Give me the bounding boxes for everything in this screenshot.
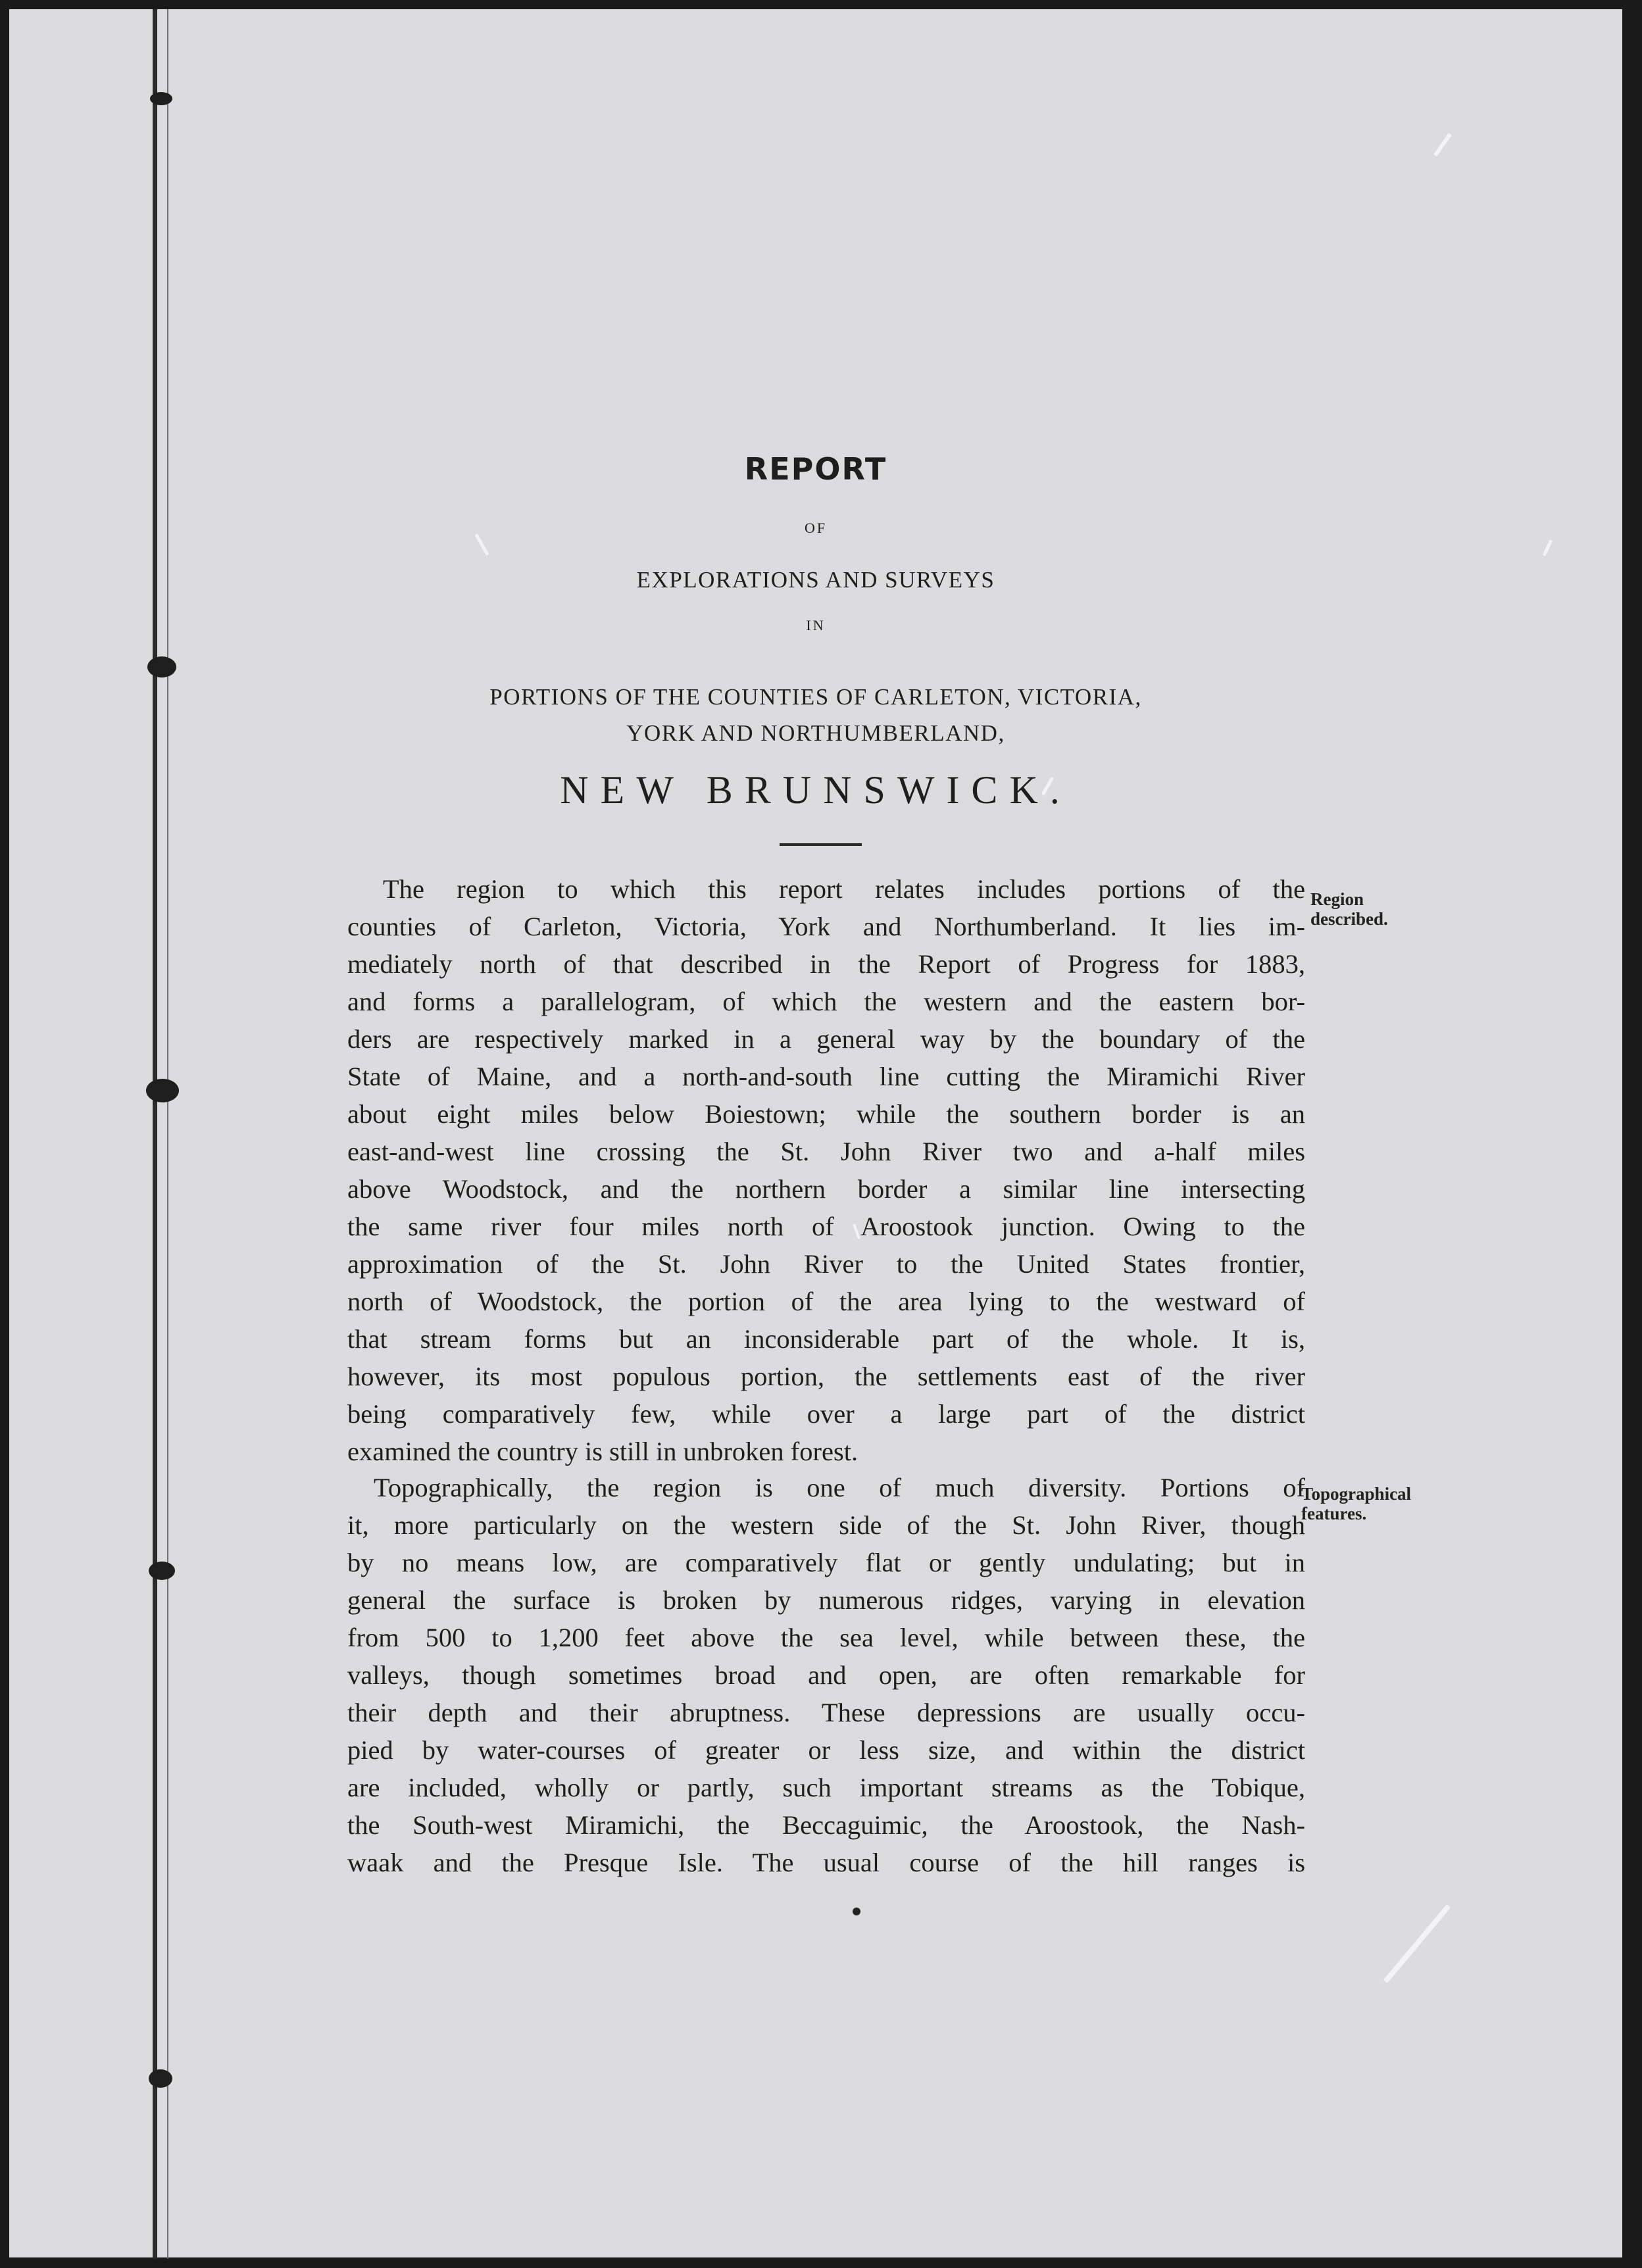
margin-note-line: Region [1310,889,1364,909]
subtitle-explorations: EXPLORATIONS AND SURVEYS [636,567,995,593]
scan-speck [474,533,489,556]
margin-note-topographical [1301,1484,1411,1523]
paragraph-line: ders are respectively marked in a general way by the boundary of the [347,1024,1305,1054]
scan-bottom-border [0,2257,1642,2268]
scan-speck [1543,539,1553,556]
margin-note-region [1310,889,1388,929]
paragraph-line: about eight miles below Boiestown; while the southern border is an [347,1099,1305,1129]
scan-right-border [1622,0,1642,2268]
scan-speck [1383,1904,1451,1983]
paragraph-line: mediately north of that described in the Report of Progress for 1883, [347,949,1305,979]
paragraph-line: counties of Carleton, Victoria, York and Northumberland. It lies im- [347,912,1305,941]
paragraph-line: from 500 to 1,200 feet above the sea level, while between these, the [347,1623,1305,1652]
scan-top-border [0,0,1642,9]
paragraph-topography [347,1469,1305,1881]
paragraph-line: however, its most populous portion, the settlements east of the river [347,1362,1305,1391]
paragraph-line: east-and-west line crossing the St. John River two and a-half miles [347,1137,1305,1166]
binding-stitch-mark [149,2069,172,2088]
title-of-word: OF [804,520,828,536]
page-footer-dot [853,1908,860,1915]
paragraph-line: by no means low, are comparatively flat or gently undulating; but in [347,1548,1305,1577]
paragraph-line: the South-west Miramichi, the Beccaguimic, the Aroostook, the Nash- [347,1810,1305,1840]
province-title: NEW BRUNSWICK. [560,768,1072,812]
paragraph-line: are included, wholly or partly, such important streams as the Tobique, [347,1773,1305,1802]
binding-stitch-mark [149,1562,175,1580]
margin-note-line: described. [1310,909,1388,929]
paragraph-line: State of Maine, and a north-and-south line cutting the Miramichi River [347,1062,1305,1091]
paragraph-line: waak and the Presque Isle. The usual course of the hill ranges is [347,1848,1305,1877]
paragraph-line: being comparatively few, while over a large part of the district [347,1399,1305,1429]
binding-stitch-mark [146,1079,179,1102]
paragraph-line: the same river four miles north of Aroostook junction. Owing to the [347,1212,1305,1241]
subtitle-york-northumberland: YORK AND NORTHUMBERLAND, [626,720,1005,746]
paragraph-line: that stream forms but an inconsiderable part of the whole. It is, [347,1324,1305,1354]
margin-note-line: Topographical [1301,1484,1412,1504]
paragraph-line: it, more particularly on the western side of the St. John River, though [347,1510,1305,1540]
paragraph-line: The region to which this report relates includes portions of the [383,874,1305,904]
binding-stitch-mark [147,656,176,678]
subtitle-counties: PORTIONS OF THE COUNTIES OF CARLETON, VICTORIA, [489,684,1142,710]
paragraph-line: Topographically, the region is one of much diversity. Portions of [374,1473,1305,1502]
binding-gutter-line [153,9,157,2259]
paragraph-line: north of Woodstock, the portion of the area lying to the westward of [347,1287,1305,1316]
title-in-word: IN [806,617,826,633]
report-title: REPORT [744,451,887,487]
paragraph-line: general the surface is broken by numerous ridges, varying in elevation [347,1585,1305,1615]
paragraph-region [347,870,1305,1470]
paragraph-line: their depth and their abruptness. These depressions are usually occu- [347,1698,1305,1727]
scan-speck [1433,133,1452,157]
paragraph-line: above Woodstock, and the northern border a similar line intersecting [347,1174,1305,1204]
binding-gutter-fold [167,9,168,2259]
paragraph-line: pied by water-courses of greater or less size, and within the district [347,1735,1305,1765]
paragraph-line: examined the country is still in unbroken forest. [347,1437,858,1466]
binding-stitch-mark [150,92,172,105]
title-separator-rule [780,843,862,846]
paragraph-line: and forms a parallelogram, of which the western and the eastern bor- [347,987,1305,1016]
margin-note-line: features. [1301,1504,1367,1523]
paragraph-line: approximation of the St. John River to the United States frontier, [347,1249,1305,1279]
paragraph-line: valleys, though sometimes broad and open, are often remarkable for [347,1660,1305,1690]
scan-left-border [0,0,9,2268]
